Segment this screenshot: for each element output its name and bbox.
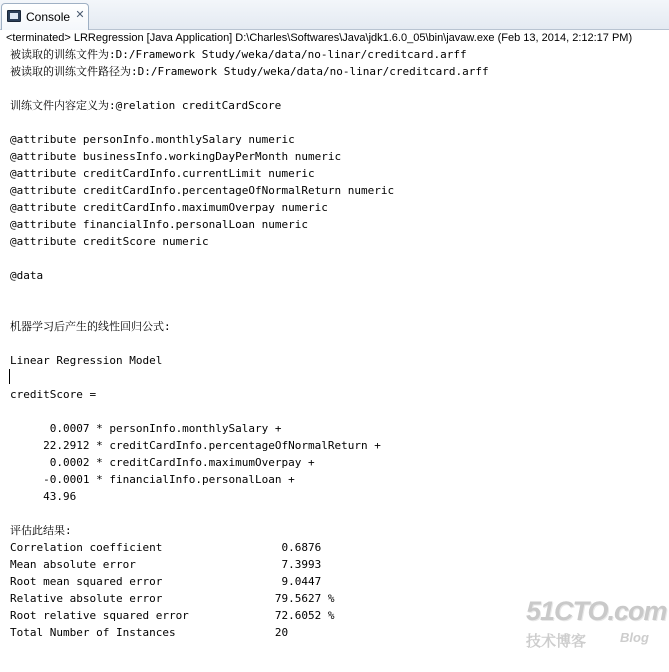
console-line: 43.96 xyxy=(10,490,77,503)
console-line: @attribute personInfo.monthlySalary numeric xyxy=(10,133,295,146)
text-caret xyxy=(9,369,10,384)
console-line: @attribute businessInfo.workingDayPerMonth numeric xyxy=(10,150,342,163)
console-line: 22.2912 * creditCardInfo.percentageOfNormalReturn + xyxy=(10,439,381,452)
console-line xyxy=(10,250,665,267)
console-line: @attribute creditCardInfo.currentLimit numeric xyxy=(10,167,315,180)
watermark-blog: Blog xyxy=(620,630,649,645)
console-line: -0.0001 * financialInfo.personalLoan + xyxy=(10,473,295,486)
console-line: 0.0002 * creditCardInfo.maximumOverpay + xyxy=(10,456,315,469)
console-line xyxy=(10,335,665,352)
console-line xyxy=(10,284,665,301)
console-line: creditScore = xyxy=(10,388,97,401)
console-line: Total Number of Instances 20 xyxy=(10,626,289,639)
console-tab-bar xyxy=(0,0,669,30)
console-line: @attribute creditScore numeric xyxy=(10,235,209,248)
console-line xyxy=(10,369,665,386)
console-icon xyxy=(7,10,21,22)
console-line xyxy=(10,80,665,97)
console-line: Relative absolute error 79.5627 % xyxy=(10,592,335,605)
console-line: @data xyxy=(10,269,44,282)
console-line: 评估此结果: xyxy=(10,524,72,537)
console-line xyxy=(10,505,665,522)
console-line: 0.0007 * personInfo.monthlySalary + xyxy=(10,422,282,435)
console-line: Linear Regression Model xyxy=(10,354,163,367)
console-line: @attribute financialInfo.personalLoan numeric xyxy=(10,218,309,231)
console-line xyxy=(10,114,665,131)
console-line: Root relative squared error 72.6052 % xyxy=(10,609,335,622)
watermark-subtitle: 技术博客 xyxy=(526,632,587,650)
console-line: 训练文件内容定义为:@relation creditCardScore xyxy=(10,99,282,112)
process-status-line: <terminated> LRRegression [Java Application] D:\Charles\Softwares\Java\jdk1.6.0_05\bin\javaw.exe (Feb 13, 2014, 2:12:17 PM) xyxy=(6,32,633,44)
console-line: Correlation coefficient 0.6876 xyxy=(10,541,322,554)
tab-console-label: Console xyxy=(26,10,71,24)
console-line: 被读取的训练文件路径为:D:/Framework Study/weka/data/no-linar/creditcard.arff xyxy=(10,65,489,78)
console-line: @attribute creditCardInfo.percentageOfNormalReturn numeric xyxy=(10,184,395,197)
close-icon[interactable]: ✕ xyxy=(75,8,85,21)
watermark-logo xyxy=(526,596,666,658)
console-line xyxy=(10,403,665,420)
console-line: Root mean squared error 9.0447 xyxy=(10,575,322,588)
console-line: 被读取的训练文件为:D:/Framework Study/weka/data/no-linar/creditcard.arff xyxy=(10,48,467,61)
console-line: 机器学习后产生的线性回归公式: xyxy=(10,320,171,333)
console-line: Mean absolute error 7.3993 xyxy=(10,558,322,571)
console-output[interactable] xyxy=(10,46,665,641)
console-line: @attribute creditCardInfo.maximumOverpay numeric xyxy=(10,201,328,214)
watermark-brand: 51CTO.com xyxy=(526,596,667,626)
tab-console[interactable] xyxy=(1,3,89,30)
console-line xyxy=(10,301,665,318)
